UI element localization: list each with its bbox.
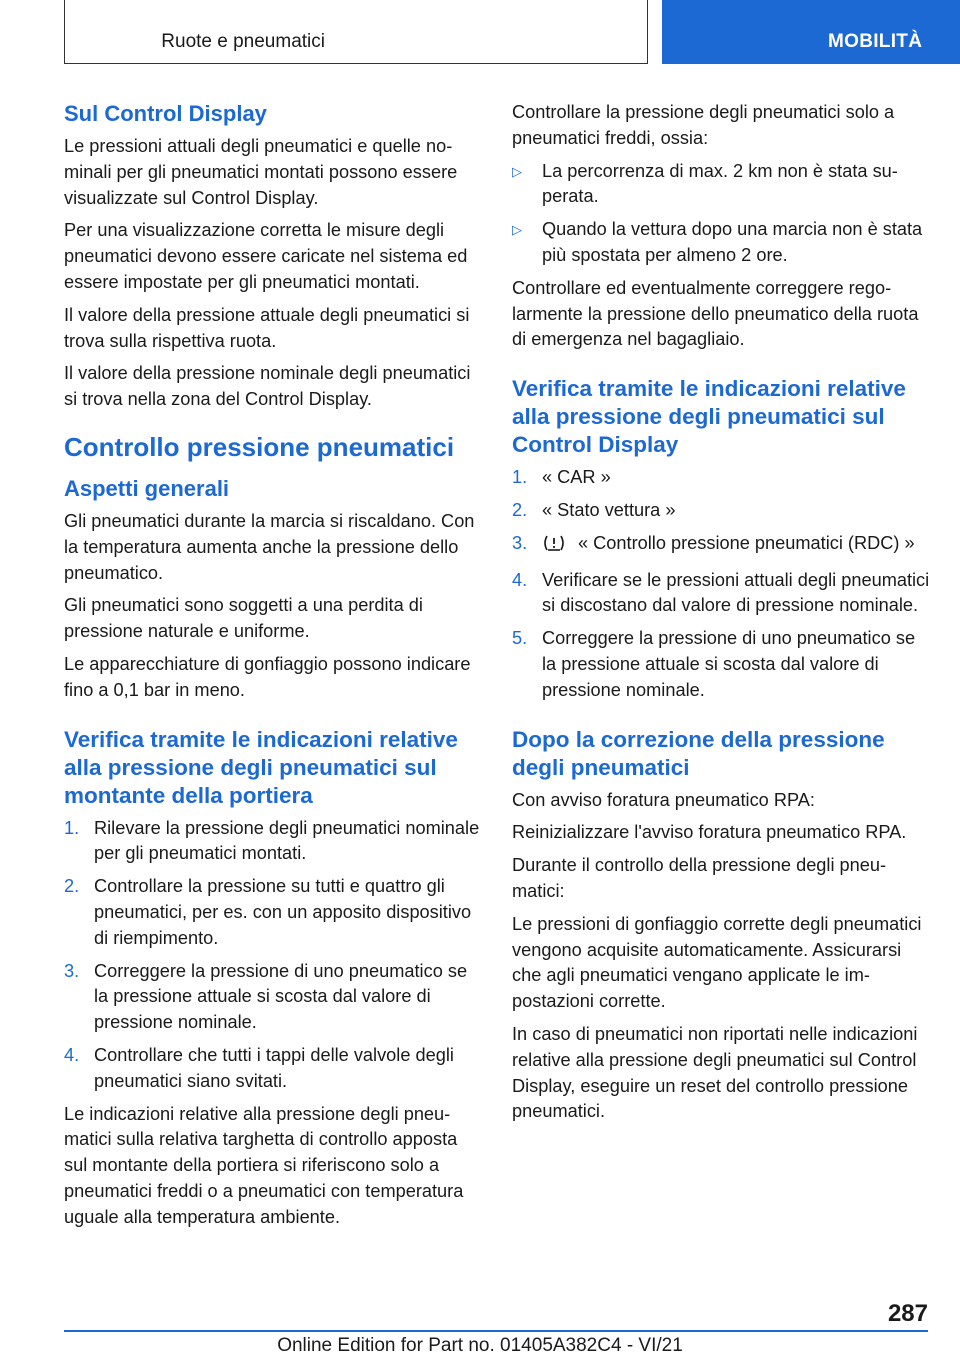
paragraph: Controllare ed eventualmente correggere regolarmente la pressione dello pneumatico della ruota di emergenza nel bagagliaio.	[512, 277, 919, 350]
paragraph: Con avviso foratura pneumatico RPA:	[512, 789, 815, 810]
bullet-text: La percorrenza di max. 2 km non è stata superata.	[542, 160, 898, 207]
paragraph: Gli pneumatici durante la marcia si riscaldano. Con la temperatura aumenta anche la pressione dello pneumatico.	[64, 510, 475, 583]
header-section-title: Ruote e pneumatici	[161, 31, 325, 52]
step-text: Controllare che tutti i tappi delle valvole degli pneumatici siano svitati.	[94, 1044, 454, 1091]
list-item	[512, 531, 932, 561]
step-text: Correggere la pressione di uno pneumatico se la pressione attuale si scosta dal valore di pressione nominale.	[94, 960, 468, 1033]
step-text: « Controllo pressione pneumatici (RDC) »	[578, 532, 915, 553]
triangle-bullet-icon: ▷	[512, 163, 522, 179]
step-text: « CAR »	[542, 467, 611, 488]
right-column	[512, 100, 932, 1132]
heading-control-display: Sul Control Display	[64, 101, 267, 126]
step-text: Rilevare la pressione degli pneumatici nominale per gli pneumatici montati.	[94, 817, 480, 864]
bullet-list	[512, 159, 932, 269]
list-item	[512, 568, 932, 620]
heading-aspetti-generali: Aspetti generali	[64, 475, 230, 501]
tire-pressure-warning-icon	[542, 533, 566, 561]
step-number: 2.	[64, 876, 80, 897]
step-text: Correggere la pressione di uno pneumatico se la pressione attuale si scosta dal valore di pressione nominale.	[542, 628, 916, 700]
left-column	[64, 100, 480, 1238]
list-item	[512, 498, 932, 524]
header-chapter-tab[interactable]: MOBILITÀ	[662, 0, 960, 64]
step-text: Verificare se le pressioni attuali degli pneumatici si discostano dal valore di pressione nominale.	[542, 569, 930, 616]
paragraph: Reinizializzare l'avviso foratura pneumatico RPA.	[512, 822, 907, 843]
list-item	[64, 874, 480, 951]
heading-controllo-pressione: Controllo pressione pneumatici	[64, 431, 455, 462]
bullet-text: Quando la vettura dopo una marcia non è stata più spostata per almeno 2 ore.	[542, 219, 923, 265]
paragraph: Il valore della pressione attuale degli pneumatici si trova sulla rispettiva ruota.	[64, 304, 470, 351]
step-number: 4.	[64, 1044, 80, 1065]
step-number: 2.	[512, 499, 528, 520]
steps-list-display	[512, 465, 932, 703]
paragraph: Durante il controllo della pressione degli pneumatici:	[512, 855, 887, 901]
heading-verifica-montante: Verifica tramite le indicazioni relative alla pressione degli pneumatici sul montante della portiera	[64, 726, 458, 808]
footer-divider	[64, 1330, 928, 1332]
step-number: 3.	[64, 960, 80, 981]
step-number: 1.	[512, 467, 528, 488]
list-item	[64, 1043, 480, 1095]
paragraph: Gli pneumatici sono soggetti a una perdita di pressione naturale e uniforme.	[64, 595, 423, 642]
paragraph: Per una visualizzazione corretta le misure degli pneumatici devono essere caricate nel sistema ed essere impostate per gli pneumatici montati.	[64, 220, 468, 292]
step-number: 4.	[512, 569, 528, 590]
step-text: Controllare la pressione su tutti e quattro gli pneumatici, per es. con un apposito dispositivo di riempimento.	[94, 876, 472, 948]
list-item	[64, 816, 480, 868]
footer-edition: Online Edition for Part no. 01405A382C4 - VI/21	[277, 1335, 683, 1356]
list-item	[512, 626, 932, 703]
steps-list-montante	[64, 816, 480, 1095]
list-item	[512, 465, 932, 491]
paragraph: Le indicazioni relative alla pressione degli pneumatici sulla relativa targhetta di controllo apposta sul montante della portiera si riferiscono solo a pneumatici freddi o a pneumatici con temperatura uguale alla temperatura ambiente.	[64, 1103, 464, 1227]
triangle-bullet-icon: ▷	[512, 222, 522, 238]
paragraph: Il valore della pressione nominale degli pneumatici si trova nella zona del Control Display.	[64, 363, 471, 410]
step-text: « Stato vettura »	[542, 499, 676, 520]
header-frame	[64, 0, 648, 64]
step-number: 1.	[64, 817, 80, 838]
heading-verifica-display: Verifica tramite le indicazioni relative alla pressione degli pneumatici sul Control Display	[512, 376, 906, 458]
page-number: 287	[887, 1300, 928, 1327]
list-item	[64, 959, 480, 1036]
list-item	[512, 159, 932, 211]
paragraph: In caso di pneumatici non riportati nelle indicazioni relative alla pressione degli pneumatici sul Control Display, eseguire un reset del controllo pressione pneumatici.	[512, 1023, 918, 1122]
paragraph: Le pressioni attuali degli pneumatici e quelle nominali per gli pneumatici montati possono essere visualizzate sul Control Display.	[64, 136, 458, 208]
step-number: 5.	[512, 628, 528, 649]
heading-dopo-correzione: Dopo la correzione della pressione degli pneumatici	[512, 726, 885, 780]
paragraph: Le apparecchiature di gonfiaggio possono indicare fino a 0,1 bar in meno.	[64, 653, 471, 700]
step-number: 3.	[512, 532, 528, 553]
paragraph: Le pressioni di gonfiaggio corrette degli pneumatici vengono acquisite automaticamente. Assicurarsi che agli pneumatici vengano applicate le impostazioni corrette.	[512, 913, 922, 1012]
paragraph: Controllare la pressione degli pneumatici solo a pneumatici freddi, ossia:	[512, 102, 895, 148]
list-item	[512, 217, 932, 269]
